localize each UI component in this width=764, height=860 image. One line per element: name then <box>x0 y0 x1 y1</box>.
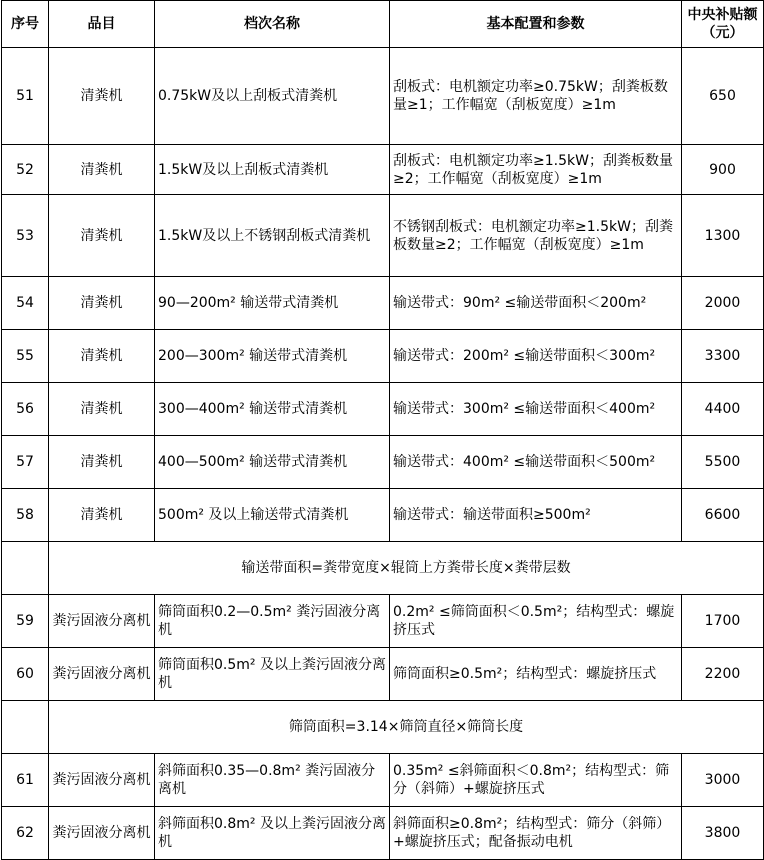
header-item: 品目 <box>49 1 155 48</box>
row-spec: 0.35m² ≤斜筛面积＜0.8m²；结构型式：筛分（斜筛）+螺旋挤压式 <box>390 754 682 807</box>
table-row <box>2 277 764 330</box>
row-spec: 0.2m² ≤筛筒面积＜0.5m²；结构型式：螺旋挤压式 <box>390 595 682 648</box>
row-item: 清粪机 <box>49 48 155 145</box>
row-grade: 0.75kW及以上刮板式清粪机 <box>155 48 390 145</box>
header-subsidy: 中央补贴额（元） <box>682 1 764 48</box>
header-row <box>2 1 764 48</box>
row-no: 60 <box>2 648 49 701</box>
row-no: 53 <box>2 195 49 277</box>
row-item: 粪污固液分离机 <box>49 754 155 807</box>
row-item: 清粪机 <box>49 145 155 195</box>
note-row <box>2 701 764 754</box>
row-spec: 刮板式：电机额定功率≥1.5kW；刮粪板数量≥2；工作幅宽（刮板宽度）≥1m <box>390 145 682 195</box>
row-subsidy: 2000 <box>682 277 764 330</box>
table-row <box>2 48 764 145</box>
row-subsidy: 1300 <box>682 195 764 277</box>
table-row <box>2 489 764 542</box>
row-no: 51 <box>2 48 49 145</box>
row-no: 56 <box>2 383 49 436</box>
row-spec: 筛筒面积≥0.5m²；结构型式：螺旋挤压式 <box>390 648 682 701</box>
row-grade: 200—300m² 输送带式清粪机 <box>155 330 390 383</box>
note-spacer <box>2 701 49 754</box>
row-item: 粪污固液分离机 <box>49 595 155 648</box>
row-no: 54 <box>2 277 49 330</box>
row-subsidy: 3000 <box>682 754 764 807</box>
row-grade: 400—500m² 输送带式清粪机 <box>155 436 390 489</box>
note-row <box>2 542 764 595</box>
row-grade: 500m² 及以上输送带式清粪机 <box>155 489 390 542</box>
row-item: 清粪机 <box>49 383 155 436</box>
row-grade: 1.5kW及以上不锈钢刮板式清粪机 <box>155 195 390 277</box>
table-row <box>2 195 764 277</box>
row-subsidy: 2200 <box>682 648 764 701</box>
row-item: 清粪机 <box>49 436 155 489</box>
row-spec: 输送带式：300m² ≤输送带面积＜400m² <box>390 383 682 436</box>
row-no: 58 <box>2 489 49 542</box>
row-spec: 输送带式：90m² ≤输送带面积＜200m² <box>390 277 682 330</box>
table-row <box>2 436 764 489</box>
row-no: 61 <box>2 754 49 807</box>
row-subsidy: 1700 <box>682 595 764 648</box>
row-subsidy: 650 <box>682 48 764 145</box>
row-spec: 斜筛面积≥0.8m²；结构型式：筛分（斜筛）+螺旋挤压式；配备振动电机 <box>390 807 682 860</box>
row-spec: 不锈钢刮板式：电机额定功率≥1.5kW；刮粪板数量≥2；工作幅宽（刮板宽度）≥1m <box>390 195 682 277</box>
row-item: 粪污固液分离机 <box>49 648 155 701</box>
table-row <box>2 595 764 648</box>
table-row <box>2 145 764 195</box>
row-item: 清粪机 <box>49 277 155 330</box>
header-spec: 基本配置和参数 <box>390 1 682 48</box>
table-row <box>2 330 764 383</box>
row-subsidy: 5500 <box>682 436 764 489</box>
row-item: 清粪机 <box>49 330 155 383</box>
note-spacer <box>2 542 49 595</box>
belt-area-note: 输送带面积=粪带宽度×辊筒上方粪带长度×粪带层数 <box>49 542 764 595</box>
row-subsidy: 900 <box>682 145 764 195</box>
row-grade: 1.5kW及以上刮板式清粪机 <box>155 145 390 195</box>
table-row <box>2 383 764 436</box>
row-no: 59 <box>2 595 49 648</box>
screen-area-note: 筛筒面积=3.14×筛筒直径×筛筒长度 <box>49 701 764 754</box>
row-grade: 斜筛面积0.35—0.8m² 粪污固液分离机 <box>155 754 390 807</box>
row-subsidy: 3800 <box>682 807 764 860</box>
row-spec: 输送带式：400m² ≤输送带面积＜500m² <box>390 436 682 489</box>
row-no: 57 <box>2 436 49 489</box>
row-grade: 斜筛面积0.8m² 及以上粪污固液分离机 <box>155 807 390 860</box>
table-row <box>2 754 764 807</box>
row-subsidy: 4400 <box>682 383 764 436</box>
row-no: 52 <box>2 145 49 195</box>
subsidy-table <box>1 0 764 860</box>
table-row <box>2 648 764 701</box>
header-grade: 档次名称 <box>155 1 390 48</box>
row-grade: 90—200m² 输送带式清粪机 <box>155 277 390 330</box>
row-grade: 300—400m² 输送带式清粪机 <box>155 383 390 436</box>
row-item: 清粪机 <box>49 489 155 542</box>
row-subsidy: 6600 <box>682 489 764 542</box>
table-row <box>2 807 764 860</box>
row-no: 55 <box>2 330 49 383</box>
row-grade: 筛筒面积0.2—0.5m² 粪污固液分离机 <box>155 595 390 648</box>
row-item: 粪污固液分离机 <box>49 807 155 860</box>
row-spec: 输送带式：输送带面积≥500m² <box>390 489 682 542</box>
row-no: 62 <box>2 807 49 860</box>
row-item: 清粪机 <box>49 195 155 277</box>
row-spec: 刮板式：电机额定功率≥0.75kW；刮粪板数量≥1；工作幅宽（刮板宽度）≥1m <box>390 48 682 145</box>
row-subsidy: 3300 <box>682 330 764 383</box>
row-grade: 筛筒面积0.5m² 及以上粪污固液分离机 <box>155 648 390 701</box>
row-spec: 输送带式：200m² ≤输送带面积＜300m² <box>390 330 682 383</box>
header-no: 序号 <box>2 1 49 48</box>
